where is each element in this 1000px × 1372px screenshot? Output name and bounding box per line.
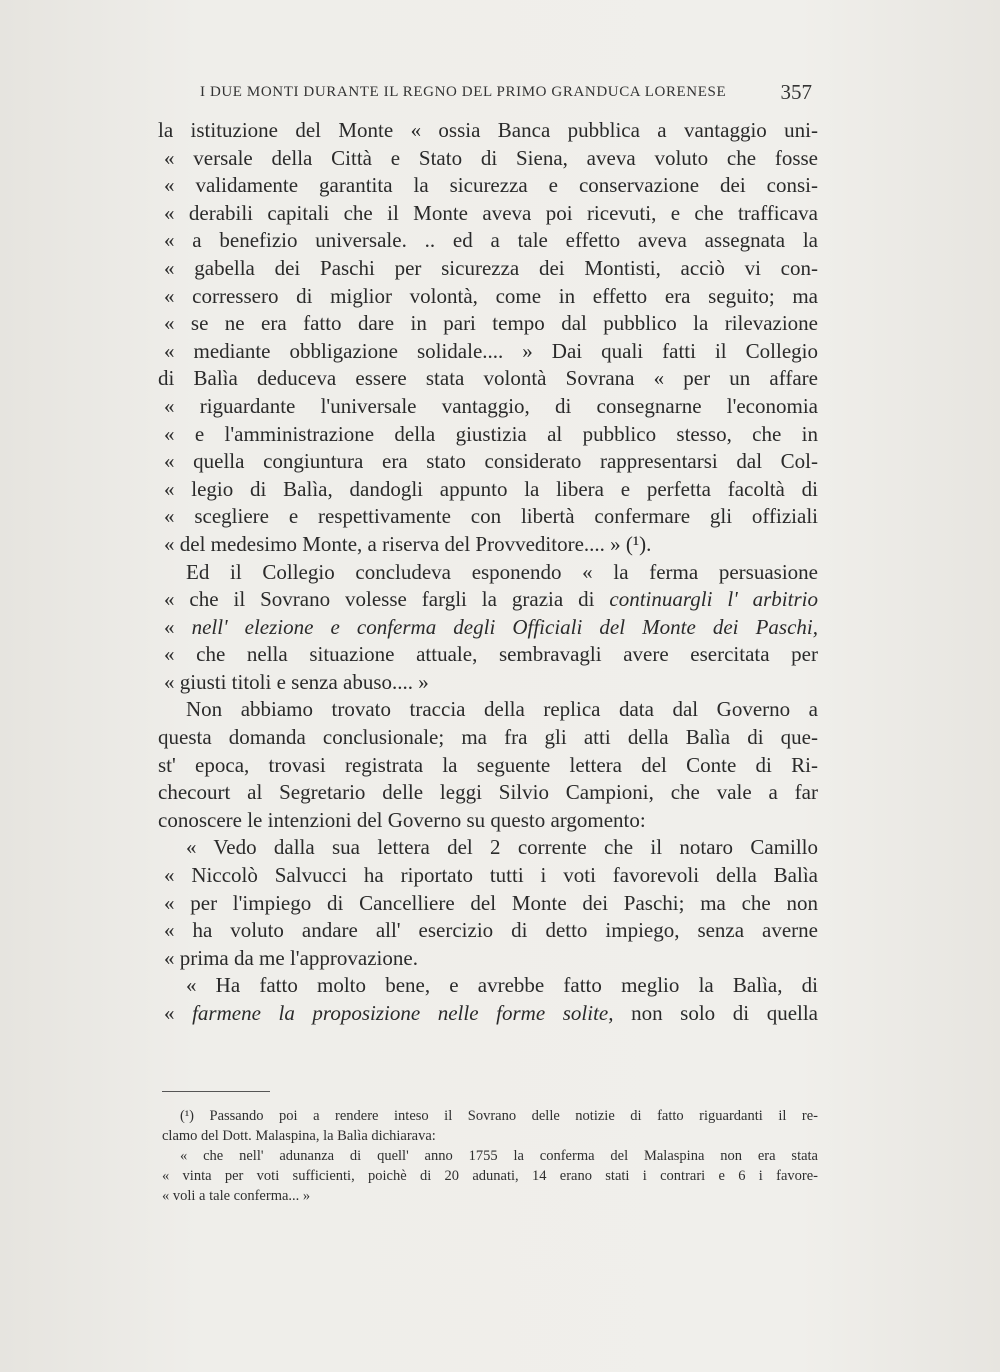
text-segment: non solo di quella <box>613 1001 818 1025</box>
text-line: « che nella situazione attuale, sembravagli avere esercitata per <box>164 642 818 667</box>
text-line: « a benefizio universale. .. ed a tale effetto aveva assegnata la <box>164 228 818 253</box>
text-line: Non abbiamo trovato traccia della replica data dal Governo a <box>186 697 818 722</box>
footnote-line: clamo del Dott. Malaspina, la Balìa dichiarava: <box>162 1128 436 1144</box>
text-line: « validamente garantita la sicurezza e conservazione dei consi- <box>164 173 818 198</box>
text-line: « del medesimo Monte, a riserva del Provveditore.... » (¹). <box>164 531 652 556</box>
footnote-line: « vinta per voti sufficienti, poichè di 20 adunati, 14 erano stati i contrari e 6 i favore- <box>162 1168 818 1184</box>
italic-segment: farmene la proposizione nelle forme solite, <box>192 1001 614 1025</box>
text-line: checourt al Segretario delle leggi Silvio Campioni, che vale a far <box>158 780 818 805</box>
text-segment: « che il Sovrano volesse fargli la grazia di <box>164 587 610 612</box>
text-line: « riguardante l'universale vantaggio, di consegnarne l'economia <box>164 393 818 418</box>
running-title: I DUE MONTI DURANTE IL REGNO DEL PRIMO GRANDUCA LORENESE <box>200 84 727 100</box>
text-line: « legio di Balìa, dandogli appunto la libera e perfetta facoltà di <box>164 476 818 501</box>
text-line: questa domanda conclusionale; ma fra gli atti della Balìa di que- <box>158 725 818 750</box>
footnote-separator <box>162 1091 270 1092</box>
text-line-mixed <box>158 1000 818 1028</box>
text-line: Ed il Collegio concludeva esponendo « la ferma persuasione <box>186 559 818 584</box>
text-line: « Ha fatto molto bene, e avrebbe fatto meglio la Balìa, di <box>186 973 818 998</box>
italic-segment: nell' elezione e conferma degli Officiali del Monte dei Paschi, <box>191 614 818 639</box>
footnotes <box>162 1106 818 1206</box>
text-line: « ha voluto andare all' esercizio di detto impiego, senza averne <box>164 918 818 943</box>
text-line: « corressero di miglior volontà, come in effetto era seguito; ma <box>164 283 818 308</box>
text-line-mixed <box>158 614 818 642</box>
text-line: « Niccolò Salvucci ha riportato tutti i voti favorevoli della Balìa <box>164 863 818 888</box>
text-line: st' epoca, trovasi registrata la seguente lettera del Conte di Ri- <box>158 752 818 777</box>
text-line: « gabella dei Paschi per sicurezza dei Montisti, acciò vi con- <box>164 255 818 280</box>
text-segment: « <box>164 1001 193 1025</box>
text-line: « se ne era fatto dare in pari tempo dal pubblico la rilevazione <box>164 311 818 336</box>
text-segment: « <box>164 614 192 639</box>
text-line: la istituzione del Monte « ossia Banca pubblica a vantaggio uni- <box>158 118 818 142</box>
text-line-mixed <box>158 586 818 614</box>
text-line: « Vedo dalla sua lettera del 2 corrente che il notaro Camillo <box>186 835 818 860</box>
main-text <box>158 117 818 1028</box>
text-line: « versale della Città e Stato di Siena, aveva voluto che fosse <box>164 145 818 170</box>
text-line: « mediante obbligazione solidale.... » Dai quali fatti il Collegio <box>164 338 818 363</box>
text-line: di Balìa deduceva essere stata volontà Sovrana « per un affare <box>158 366 818 391</box>
text-line: « prima da me l'approvazione. <box>164 945 418 970</box>
running-header <box>200 80 812 104</box>
footnote-line: « voli a tale conferma... » <box>162 1188 311 1204</box>
page-number: 357 <box>780 80 812 104</box>
text-line: « quella congiuntura era stato considerato rappresentarsi dal Col- <box>164 449 818 474</box>
text-line: conoscere le intenzioni del Governo su questo argomento: <box>158 807 646 832</box>
italic-segment: continuargli l' arbitrio <box>609 587 818 612</box>
text-line: « derabili capitali che il Monte aveva poi ricevuti, e che trafficava <box>164 200 818 225</box>
footnote-line: « che nell' adunanza di quell' anno 1755 la conferma del Malaspina non era stata <box>180 1148 818 1164</box>
text-line: « giusti titoli e senza abuso.... » <box>164 669 429 694</box>
text-line: « e l'amministrazione della giustizia al pubblico stesso, che in <box>164 421 818 446</box>
footnote-line: (¹) Passando poi a rendere inteso il Sovrano delle notizie di fatto riguardanti il re- <box>180 1108 818 1124</box>
text-line: « scegliere e respettivamente con libertà confermare gli offiziali <box>164 504 818 529</box>
text-line: « per l'impiego di Cancelliere del Monte dei Paschi; ma che non <box>164 890 818 915</box>
